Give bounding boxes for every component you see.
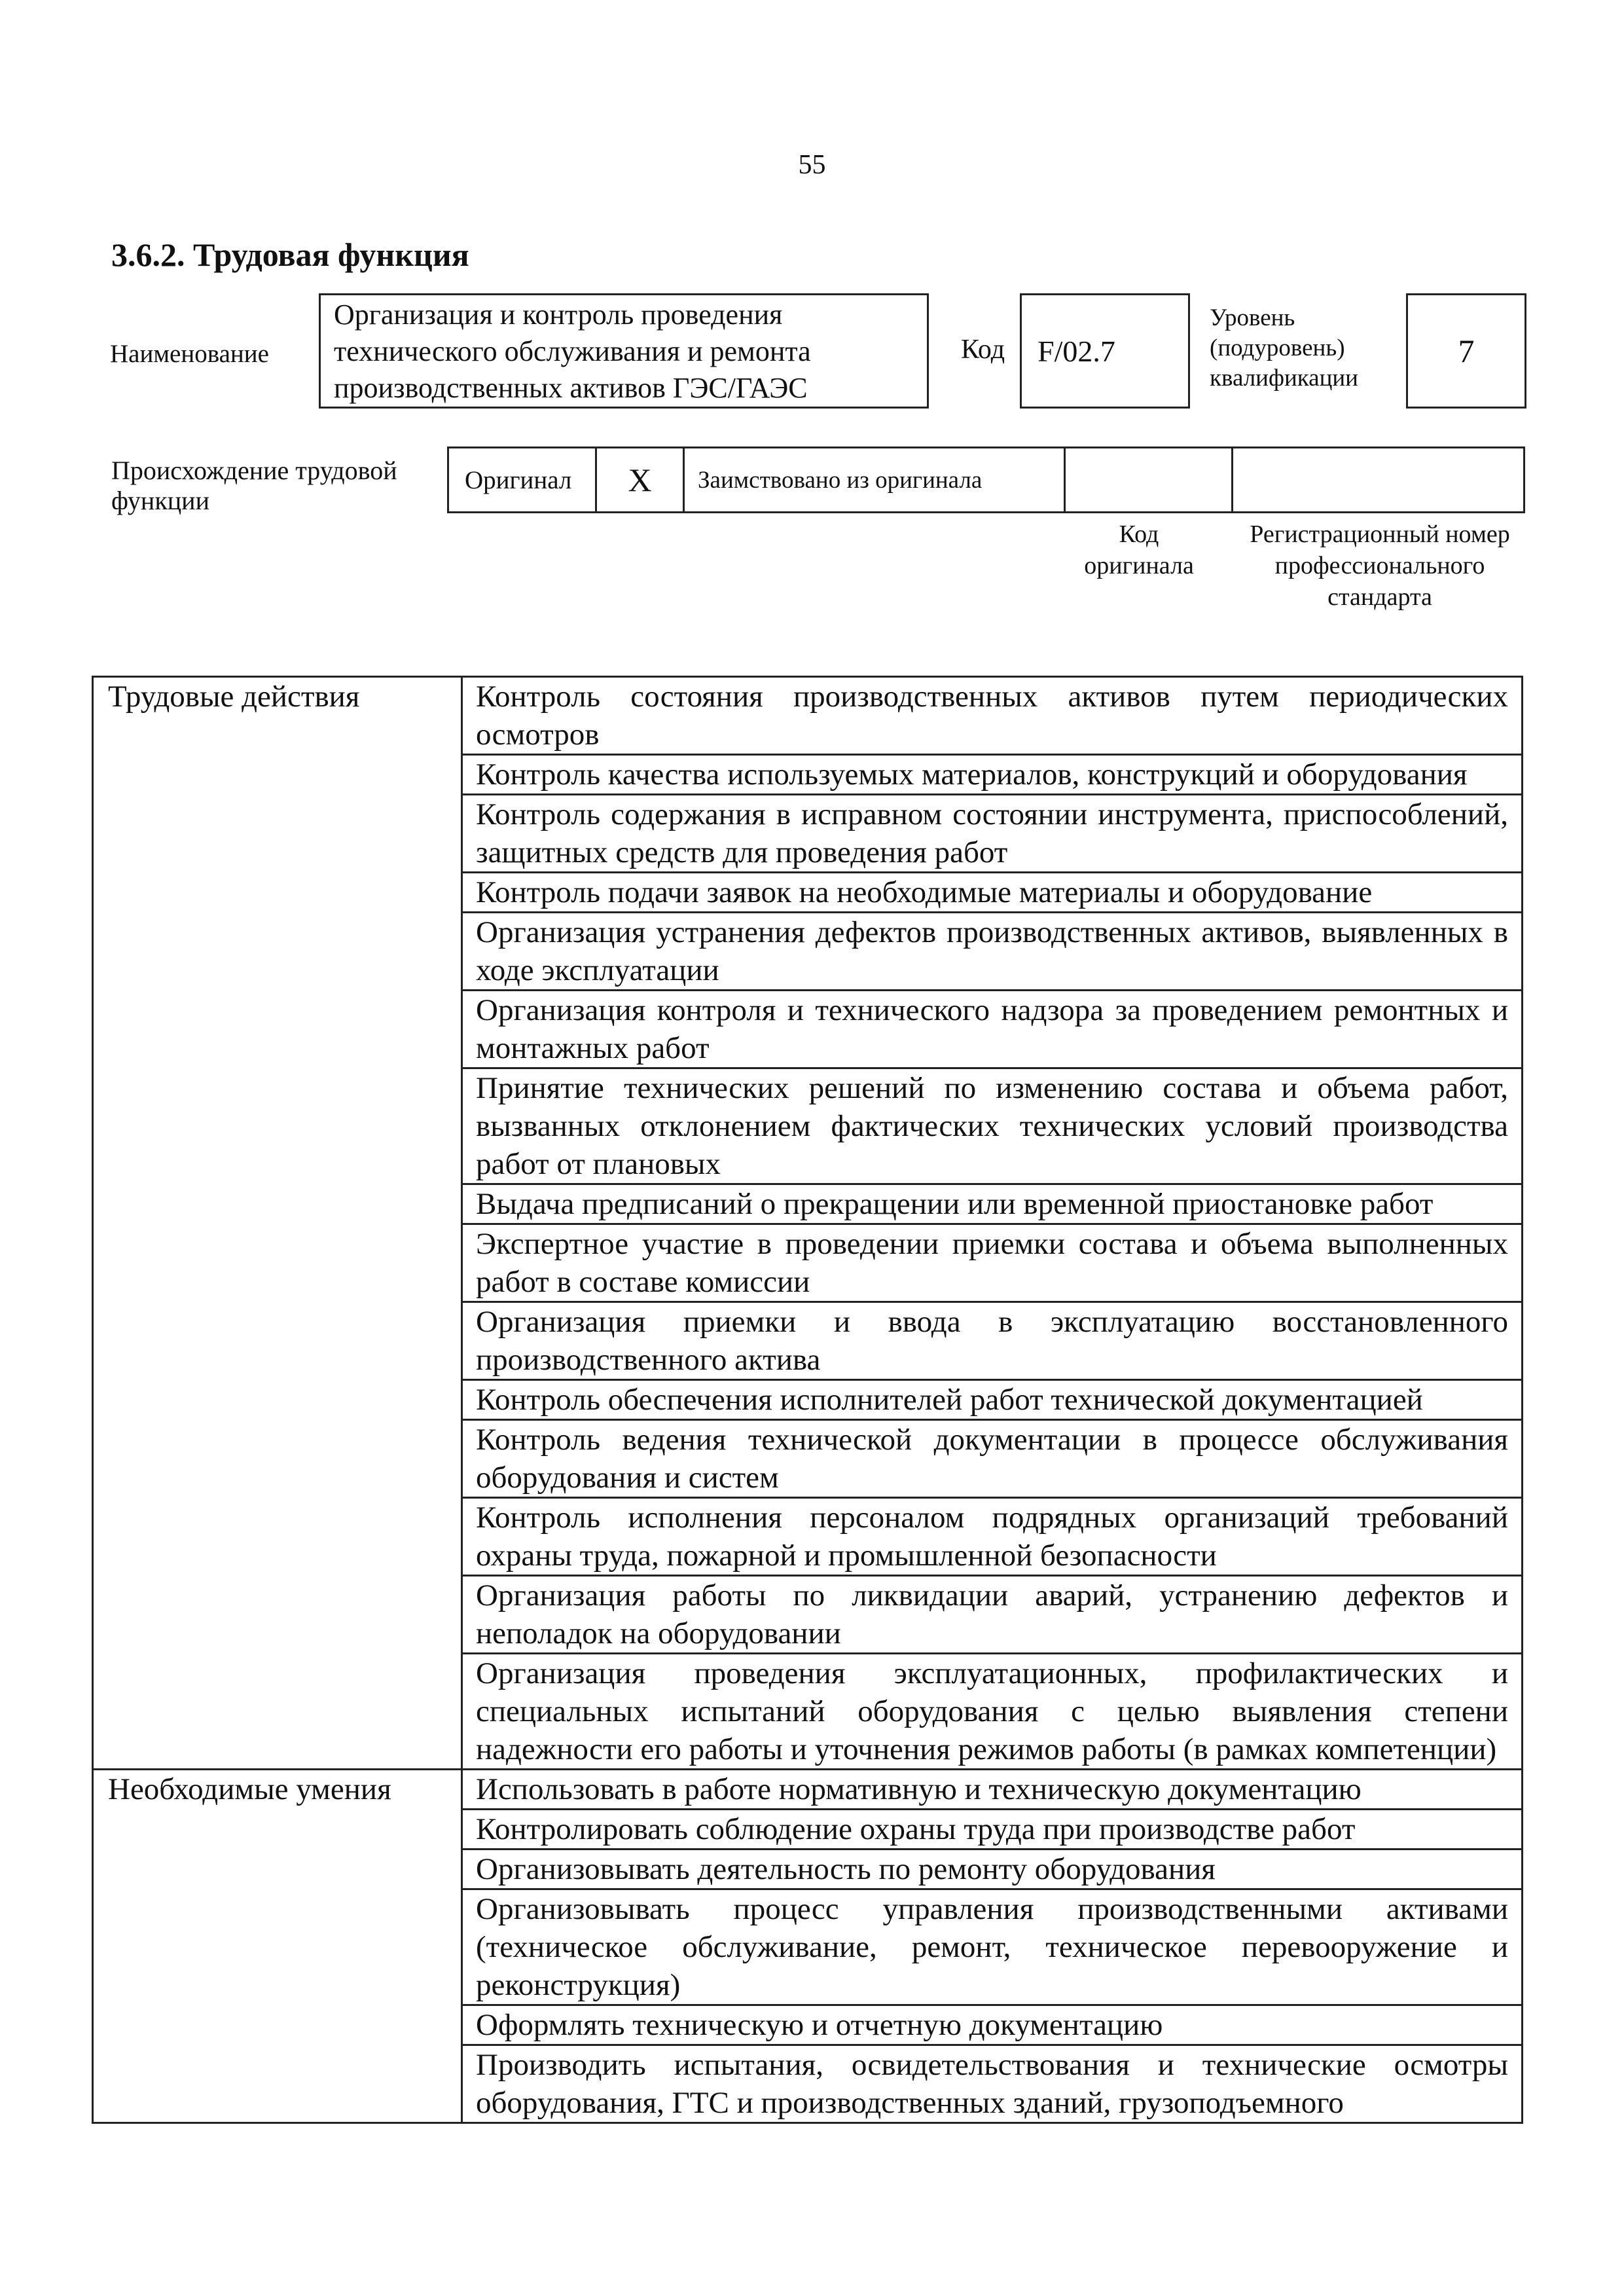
labor-action-item: Экспертное участие в проведении приемки состава и объема выполненных работ в составе комиссии xyxy=(462,1224,1523,1302)
labor-action-item: Организация работы по ликвидации аварий, устранению дефектов и неполадок на оборудовании xyxy=(462,1576,1523,1654)
name-label: Наименование xyxy=(110,340,269,368)
labor-action-item: Организация проведения эксплуатационных, профилактических и специальных испытаний оборудования с целью выявления степени надежности его работы и уточнения режимов работы (в рамках компетенции) xyxy=(462,1654,1523,1770)
qualification-level-value: 7 xyxy=(1458,333,1475,369)
labor-action-item: Контроль обеспечения исполнителей работ технической документацией xyxy=(462,1380,1523,1420)
labor-action-item: Контроль качества используемых материалов, конструкций и оборудования xyxy=(462,755,1523,795)
labor-action-item: Организация приемки и ввода в эксплуатацию восстановленного производственного актива xyxy=(462,1302,1523,1380)
table-row xyxy=(93,677,1523,755)
skills-label: Необходимые умения xyxy=(93,1770,462,2123)
function-name-value: Организация и контроль проведения технического обслуживания и ремонта производственных активов ГЭС/ГАЭС xyxy=(334,299,811,404)
code-label: Код xyxy=(961,335,1005,365)
labor-action-item: Контроль исполнения персоналом подрядных организаций требований охраны труда, пожарной и промышленной безопасности xyxy=(462,1498,1523,1576)
skill-item: Использовать в работе нормативную и техническую документацию xyxy=(462,1770,1523,1810)
skill-item: Производить испытания, освидетельствования и технические осмотры оборудования, ГТС и производственных зданий, грузоподъемного xyxy=(462,2045,1523,2123)
original-mark-cell xyxy=(597,448,685,511)
registration-number-caption: Регистрационный номер профессионального стандарта xyxy=(1250,520,1510,611)
registration-number-cell xyxy=(1233,448,1523,511)
function-table xyxy=(92,676,1523,2124)
labor-action-item: Контроль ведения технической документации в процессе обслуживания оборудования и систем xyxy=(462,1420,1523,1498)
labor-actions-label: Трудовые действия xyxy=(93,677,462,1770)
original-label: Оригинал xyxy=(465,465,572,494)
section-title: 3.6.2. Трудовая функция xyxy=(111,236,469,273)
skill-item: Организовывать процесс управления производственными активами (техническое обслуживание, ремонт, техническое перевооружение и реконструкция) xyxy=(462,1889,1523,2005)
table-row xyxy=(93,1770,1523,1810)
code-value: F/02.7 xyxy=(1038,334,1115,368)
function-name-box xyxy=(319,293,929,409)
labor-action-item: Контроль состояния производственных активов путем периодических осмотров xyxy=(462,677,1523,755)
qualification-level-label: Уровень (подуровень) квалификации xyxy=(1210,304,1358,392)
page-number: 55 xyxy=(798,150,826,180)
skill-item: Контролировать соблюдение охраны труда при производстве работ xyxy=(462,1810,1523,1850)
labor-action-item: Выдача предписаний о прекращении или временной приостановке работ xyxy=(462,1184,1523,1224)
original-mark: X xyxy=(628,462,652,498)
labor-action-item: Принятие технических решений по изменению состава и объема работ, вызванных отклонением фактических технических условий производства работ от плановых xyxy=(462,1068,1523,1184)
labor-action-item: Контроль подачи заявок на необходимые материалы и оборудование xyxy=(462,873,1523,913)
original-cell xyxy=(449,448,597,511)
qualification-level-box xyxy=(1406,293,1526,409)
origin-row xyxy=(447,446,1525,513)
borrowed-label: Заимствовано из оригинала xyxy=(698,466,983,494)
code-value-box xyxy=(1020,293,1190,409)
skill-item: Организовывать деятельность по ремонту оборудования xyxy=(462,1850,1523,1889)
origin-label: Происхождение трудовой функции xyxy=(111,456,397,515)
labor-action-item: Контроль содержания в исправном состоянии инструмента, приспособлений, защитных средств для проведения работ xyxy=(462,795,1523,873)
skill-item: Оформлять техническую и отчетную документацию xyxy=(462,2005,1523,2045)
original-code-caption: Код оригинала xyxy=(1084,520,1194,579)
borrowed-cell xyxy=(685,448,1066,511)
labor-action-item: Организация контроля и технического надзора за проведением ремонтных и монтажных работ xyxy=(462,991,1523,1068)
labor-action-item: Организация устранения дефектов производственных активов, выявленных в ходе эксплуатации xyxy=(462,913,1523,991)
original-code-cell xyxy=(1066,448,1233,511)
